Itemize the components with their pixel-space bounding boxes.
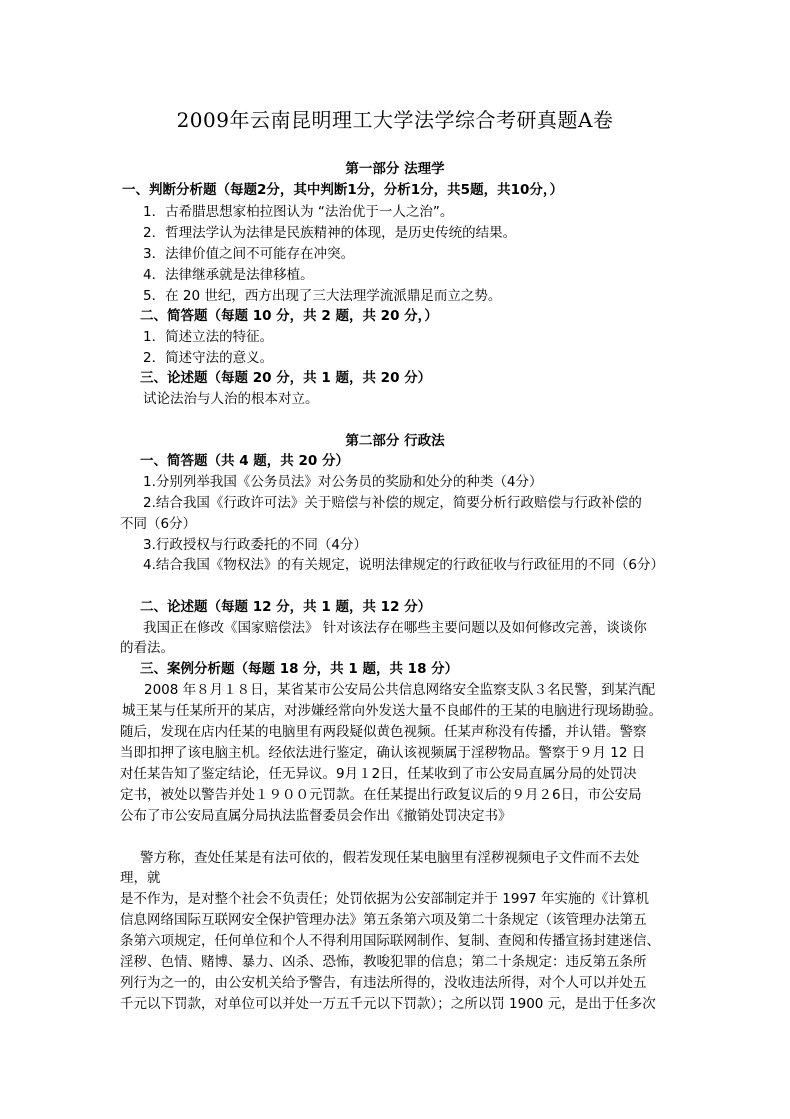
part1-question-3: 3．法律价值之间不可能存在冲突。 <box>143 246 355 262</box>
case-line-1: 2008 年８月１８日，某省某市公安局公共信息网络安全监察支队３名民警，到某汽配 <box>144 682 656 698</box>
police-line-8: 千元以下罚款，对单位可以并处一万五千元以下罚款）；之所以罚 1900 元，是出于任多次 <box>120 996 656 1012</box>
part1-section2-question-2: 2．简述守法的意义。 <box>143 350 274 366</box>
police-line-3: 是不作为，是对整个社会不负责任；处罚依据为公安部制定并于 1997 年实施的《计算机 <box>120 891 649 907</box>
part2-essay-line-1: 我国正在修改《国家赔偿法》 针对该法存在哪些主要问题以及如何修改完善，谈谈你 <box>143 620 647 636</box>
police-line-2: 理，就 <box>120 870 161 886</box>
case-line-3: 随后，发现在店内任某的电脑里有两段疑似黄色视频。任某声称没有传播，并认错。警察 <box>120 724 647 740</box>
part1-section3-question: 试论法治与人治的根本对立。 <box>143 391 319 407</box>
part2-question-1: 1.分别列举我国《公务员法》对公务员的奖励和处分的种类（4分） <box>143 474 543 490</box>
part1-section1-heading: 一、判断分析题（每题2分，其中判断1分，分析1分，共5题，共10分，） <box>122 182 564 198</box>
part2-question-2: 2.结合我国《行政许可法》关于赔偿与补偿的规定，简要分析行政赔偿与行政补偿的 <box>143 495 642 511</box>
part2-section3-heading: 三、案例分析题（每题 18 分，共 1 题，共 18 分） <box>140 661 459 677</box>
part2-essay-line-2: 的看法。 <box>120 640 174 656</box>
part1-section3-heading: 三、论述题（每题 20 分，共 1 题，共 20 分） <box>140 370 432 386</box>
part1-question-1: 1．古希腊思想家柏拉图认为 “法治优于一人之治”。 <box>143 204 454 220</box>
police-line-1: 警方称，查处任某是有法可依的，假若发现任某电脑里有淫秽视频电子文件而不去处 <box>140 850 640 866</box>
case-line-2: 城王某与任某所开的某店，对涉嫌经常向外发送大量不良邮件的王某的电脑进行现场勘验。 <box>122 703 662 719</box>
page-title: 2009年云南昆明理工大学法学综合考研真题A卷 <box>176 108 614 132</box>
police-line-6: 淫秽、色情、赌博、暴力、凶杀、恐怖，教唆犯罪的信息；第二十条规定：违反第五条所 <box>120 954 647 970</box>
case-line-4: 当即扣押了该电脑主机。经依法进行鉴定，确认该视频属于淫秽物品。警察于９月 12 日 <box>120 745 646 761</box>
part2-question-3: 3.行政授权与行政委托的不同（4分） <box>143 537 367 553</box>
case-line-7: 公布了市公安局直属分局执法监督委员会作出《撤销处罚决定书》 <box>120 808 512 824</box>
part1-section2-question-1: 1．简述立法的特征。 <box>143 329 274 345</box>
part2-question-4: 4.结合我国《物权法》的有关规定，说明法律规定的行政征收与行政征用的不同（6分） <box>143 557 664 573</box>
part2-section1-heading: 一、简答题（共 4 题，共 20 分） <box>140 453 349 469</box>
part1-heading: 第一部分 法理学 <box>345 161 445 177</box>
police-line-7: 列行为之一的，由公安机关给予警告，有违法所得的，没收违法所得，对个人可以并处五 <box>120 975 647 991</box>
part2-question-2-continued: 不同（6分） <box>120 516 197 532</box>
police-line-5: 条第六项规定，任何单位和个人不得利用国际联网制作、复制、查阅和传播宣扬封建迷信、 <box>120 933 660 949</box>
part1-question-5: 5．在 20 世纪，西方出现了三大法理学流派鼎足而立之势。 <box>143 288 502 304</box>
part1-section2-heading: 二、简答题（每题 10 分，共 2 题，共 20 分，） <box>140 308 438 324</box>
part1-question-4: 4．法律继承就是法律移植。 <box>143 267 314 283</box>
police-line-4: 信息网络国际互联网安全保护管理办法》第五条第六项及第二十条规定（该管理办法第五 <box>120 912 647 928</box>
part1-question-2: 2．哲理法学认为法律是民族精神的体现，是历史传统的结果。 <box>143 225 517 241</box>
case-line-6: 定书，被处以警告并处１９００元罚款。在任某提出行政复议后的９月２6日，市公安局 <box>120 787 642 803</box>
part2-section2-heading: 二、论述题（每题 12 分，共 1 题，共 12 分） <box>140 599 432 615</box>
case-line-5: 对任某告知了鉴定结论，任无异议。9月１2日，任某收到了市公安局直属分局的处罚决 <box>120 766 637 782</box>
part2-heading: 第二部分 行政法 <box>345 433 445 449</box>
